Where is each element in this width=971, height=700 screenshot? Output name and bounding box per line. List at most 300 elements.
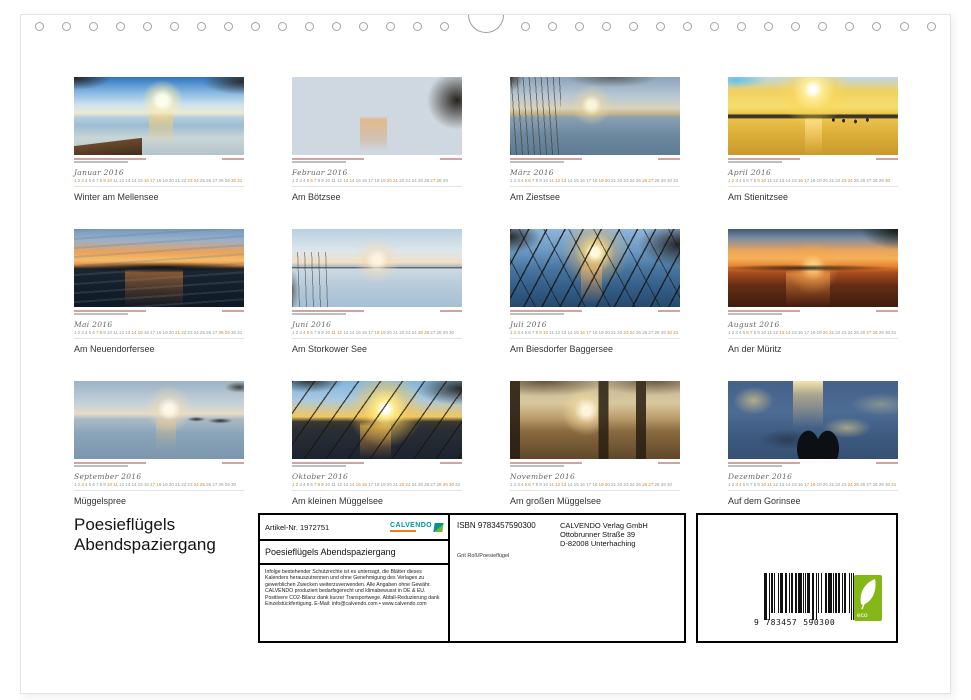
month-photo — [728, 381, 898, 459]
day-number: 21 — [610, 330, 617, 335]
day-number: 4 — [302, 178, 306, 183]
day-number: 29 — [224, 178, 230, 183]
day-number: 7 — [95, 482, 99, 487]
day-number: 6 — [746, 330, 749, 335]
binding-hole — [629, 22, 638, 31]
calendar-month-cell — [728, 77, 946, 229]
day-number: 10 — [324, 178, 331, 183]
eco-leaf-icon — [857, 578, 879, 612]
day-number: 2 — [295, 482, 299, 487]
mini-calendar-row — [510, 330, 680, 339]
day-number: 6 — [746, 482, 749, 487]
binding-hole — [845, 22, 854, 31]
day-number: 17 — [586, 330, 592, 335]
day-number: 23 — [623, 178, 629, 183]
day-number: 29 — [660, 178, 666, 183]
legal-text: Infolge bestehender Schutzrechte ist es untersagt, die Blätter dieses Kalenders herauszutrennen und ohne Genehmigung des Verlages zu gewerblichen Zwecken weiterzuverwenden. Alle Angaben ohne Gewähr. CALVENDO produziert bedarfsgerecht und klimabewusst in DE & EU. Positivere CO2-Bilanz dank kurzer Transportwege. Abfall-Reduzierung dank Einzelstückfertigung. E-Mail: info@calvendo.com • www.calvendo.com — [265, 569, 440, 608]
day-number: 8 — [753, 178, 757, 183]
day-number: 1 — [728, 178, 731, 183]
month-photo — [74, 229, 244, 307]
day-number: 5 — [742, 178, 746, 183]
day-number: 18 — [592, 482, 598, 487]
day-number: 22 — [835, 178, 841, 183]
day-number: 28 — [654, 178, 660, 183]
day-number: 6 — [528, 330, 531, 335]
day-number: 15 — [791, 330, 797, 335]
day-number: 3 — [517, 482, 520, 487]
photo-microtext — [74, 155, 244, 168]
day-number: 13 — [779, 330, 785, 335]
day-number: 24 — [847, 330, 853, 335]
day-number: 10 — [324, 482, 331, 487]
day-number: 15 — [573, 178, 579, 183]
day-number: 23 — [405, 178, 411, 183]
day-number: 4 — [738, 482, 742, 487]
photo-silhouette — [292, 77, 462, 155]
day-number: 3 — [517, 330, 520, 335]
barcode-digit-group: 783457 — [765, 618, 798, 627]
day-number: 26 — [642, 482, 648, 487]
day-number: 11 — [113, 482, 118, 487]
day-number: 8 — [317, 482, 321, 487]
day-number: 29 — [660, 482, 666, 487]
day-number: 25 — [635, 330, 641, 335]
day-number: 21 — [828, 330, 835, 335]
day-number: 24 — [193, 482, 199, 487]
day-number: 11 — [549, 178, 554, 183]
day-number: 3 — [81, 330, 84, 335]
day-number: 29 — [442, 178, 448, 183]
month-caption: Auf dem Gorinsee — [728, 496, 801, 506]
day-number: 19 — [380, 482, 386, 487]
day-number: 11 — [767, 178, 772, 183]
day-number: 9 — [539, 482, 542, 487]
day-number: 16 — [797, 178, 803, 183]
binding-hole — [548, 22, 557, 31]
day-number: 1 — [74, 482, 77, 487]
month-photo — [510, 381, 680, 459]
mini-calendar-row — [292, 482, 462, 491]
day-number: 22 — [399, 482, 405, 487]
day-number: 3 — [299, 178, 302, 183]
day-number: 20 — [822, 178, 828, 183]
day-number: 9 — [103, 178, 106, 183]
photo-silhouette — [74, 229, 244, 307]
day-number: 27 — [430, 178, 436, 183]
day-number: 8 — [317, 178, 321, 183]
calendar-title: Poesieflügels Abendspaziergang — [260, 541, 448, 565]
day-number: 3 — [299, 482, 302, 487]
binding-hole — [764, 22, 773, 31]
day-number: 25 — [853, 178, 859, 183]
day-number: 15 — [137, 482, 143, 487]
mini-calendar-row — [728, 330, 898, 339]
photo-microtext — [510, 307, 680, 320]
day-number: 30 — [230, 330, 237, 335]
month-label: Februar 2016 — [292, 168, 348, 177]
binding-hole — [332, 22, 341, 31]
day-number: 15 — [137, 178, 143, 183]
month-photo — [728, 77, 898, 155]
calendar-month-cell — [728, 381, 946, 533]
photo-microtext — [728, 155, 898, 168]
day-number: 7 — [313, 330, 317, 335]
month-caption: Müggelspree — [74, 496, 127, 506]
day-number: 1 — [728, 482, 731, 487]
day-number: 6 — [310, 482, 313, 487]
day-number: 15 — [573, 330, 579, 335]
day-number: 5 — [88, 178, 92, 183]
day-number: 16 — [361, 482, 367, 487]
binding-hole — [683, 22, 692, 31]
months-grid — [74, 77, 946, 533]
day-number: 16 — [143, 178, 149, 183]
day-number: 19 — [162, 178, 168, 183]
day-number: 15 — [137, 330, 143, 335]
day-number: 9 — [757, 178, 760, 183]
day-number: 11 — [767, 330, 772, 335]
day-number: 9 — [539, 178, 542, 183]
day-number: 16 — [797, 482, 803, 487]
day-number: 13 — [343, 330, 349, 335]
day-number: 29 — [442, 330, 448, 335]
day-number: 10 — [106, 482, 113, 487]
day-number: 30 — [448, 482, 455, 487]
mini-calendar-row — [292, 178, 462, 187]
day-number: 19 — [598, 330, 604, 335]
day-number: 25 — [199, 178, 205, 183]
binding-hole — [656, 22, 665, 31]
binding-hole — [710, 22, 719, 31]
day-number: 18 — [374, 482, 380, 487]
day-number: 27 — [648, 482, 654, 487]
binding-hole — [900, 22, 909, 31]
product-title — [74, 515, 216, 555]
day-number: 21 — [174, 330, 181, 335]
day-number: 19 — [816, 330, 822, 335]
day-number: 6 — [310, 330, 313, 335]
ean-barcode — [764, 573, 858, 617]
binding-hole — [35, 22, 44, 31]
month-caption: Am großen Müggelsee — [510, 496, 602, 506]
day-number: 28 — [218, 330, 224, 335]
day-number: 11 — [331, 178, 336, 183]
day-number: 7 — [313, 482, 317, 487]
author-credit: Grit Roß/Poesieflügel — [457, 553, 510, 559]
day-number: 23 — [187, 178, 193, 183]
day-number: 31 — [237, 330, 243, 335]
day-number: 11 — [331, 482, 336, 487]
day-number: 10 — [542, 178, 549, 183]
binding-hole — [872, 22, 881, 31]
day-number: 8 — [99, 178, 103, 183]
day-number: 18 — [156, 178, 162, 183]
day-number: 18 — [374, 178, 380, 183]
day-number: 24 — [847, 482, 853, 487]
day-number: 8 — [535, 330, 539, 335]
day-number: 8 — [535, 482, 539, 487]
day-number: 18 — [810, 482, 816, 487]
photo-silhouette — [728, 77, 898, 155]
day-number: 2 — [731, 330, 735, 335]
day-number: 3 — [735, 482, 738, 487]
day-number: 31 — [673, 178, 679, 183]
day-number: 5 — [524, 178, 528, 183]
month-caption: Am Ziestsee — [510, 192, 561, 202]
month-caption: Am Storkower See — [292, 344, 368, 354]
photo-microtext — [728, 307, 898, 320]
day-number: 7 — [749, 330, 753, 335]
day-number: 21 — [828, 482, 835, 487]
day-number: 4 — [302, 330, 306, 335]
day-number: 14 — [567, 178, 573, 183]
day-number: 6 — [92, 330, 95, 335]
month-caption: Am Stienitzsee — [728, 192, 789, 202]
day-number: 19 — [380, 178, 386, 183]
day-number: 20 — [386, 482, 392, 487]
day-number: 7 — [531, 178, 535, 183]
month-label: Mai 2016 — [74, 320, 113, 329]
day-number: 19 — [162, 482, 168, 487]
month-photo — [510, 77, 680, 155]
photo-silhouette — [74, 138, 142, 155]
day-number: 26 — [860, 178, 866, 183]
photo-silhouette — [510, 77, 680, 155]
binding-hole — [575, 22, 584, 31]
day-number: 10 — [542, 330, 549, 335]
day-number: 19 — [816, 482, 822, 487]
day-number: 12 — [773, 178, 779, 183]
binding-hole — [116, 22, 125, 31]
day-number: 25 — [853, 482, 859, 487]
isbn-text: ISBN 9783457590300 — [457, 521, 536, 530]
photo-silhouette — [74, 381, 244, 459]
day-number: 1 — [292, 482, 295, 487]
calendar-month-cell — [728, 229, 946, 381]
day-number: 24 — [411, 482, 417, 487]
calvendo-logo-text: CALVENDO — [390, 522, 432, 530]
day-number: 30 — [884, 330, 891, 335]
day-number: 19 — [598, 178, 604, 183]
photo-microtext — [510, 155, 680, 168]
binding-hole — [170, 22, 179, 31]
day-number: 7 — [313, 178, 317, 183]
calendar-month-cell — [292, 229, 510, 381]
day-number: 1 — [728, 330, 731, 335]
day-number: 26 — [642, 178, 648, 183]
day-number: 13 — [343, 178, 349, 183]
day-number: 9 — [321, 330, 324, 335]
barcode-digit-group: 9 — [754, 618, 760, 627]
day-number: 12 — [337, 178, 343, 183]
day-number: 22 — [181, 178, 187, 183]
binding-hole — [927, 22, 936, 31]
day-number: 16 — [143, 482, 149, 487]
day-number: 8 — [99, 482, 103, 487]
day-number: 18 — [810, 178, 816, 183]
day-number: 15 — [355, 482, 361, 487]
day-number: 10 — [760, 482, 767, 487]
day-number: 28 — [436, 482, 442, 487]
day-number: 14 — [131, 482, 137, 487]
barcode-box — [696, 513, 898, 643]
month-label: Juni 2016 — [292, 320, 332, 329]
day-number: 27 — [212, 178, 218, 183]
day-number: 20 — [604, 330, 610, 335]
day-number: 21 — [610, 482, 617, 487]
day-number: 1 — [292, 330, 295, 335]
day-number: 16 — [579, 482, 585, 487]
binding-hole — [305, 22, 314, 31]
day-number: 24 — [847, 178, 853, 183]
day-number: 26 — [642, 330, 648, 335]
day-number: 17 — [368, 482, 374, 487]
day-number: 8 — [99, 330, 103, 335]
day-number: 29 — [878, 330, 884, 335]
day-number: 14 — [349, 482, 355, 487]
day-number: 5 — [306, 330, 310, 335]
day-number: 17 — [586, 178, 592, 183]
mini-calendar-row — [74, 482, 244, 491]
day-number: 25 — [635, 482, 641, 487]
day-number: 4 — [84, 482, 88, 487]
day-number: 3 — [81, 178, 84, 183]
day-number: 29 — [224, 330, 230, 335]
day-number: 1 — [510, 330, 513, 335]
day-number: 6 — [310, 178, 313, 183]
day-number: 21 — [392, 482, 399, 487]
day-number: 14 — [349, 178, 355, 183]
product-info-box — [258, 513, 686, 643]
day-number: 20 — [168, 178, 174, 183]
month-photo — [510, 229, 680, 307]
day-number: 19 — [598, 482, 604, 487]
day-number: 2 — [731, 482, 735, 487]
day-number: 1 — [292, 178, 295, 183]
day-number: 13 — [561, 178, 567, 183]
day-number: 24 — [629, 482, 635, 487]
day-number: 29 — [878, 178, 884, 183]
month-label: August 2016 — [728, 320, 780, 329]
day-number: 5 — [88, 330, 92, 335]
day-number: 22 — [835, 482, 841, 487]
day-number: 31 — [455, 482, 461, 487]
day-number: 23 — [405, 482, 411, 487]
day-number: 5 — [742, 482, 746, 487]
day-number: 26 — [860, 330, 866, 335]
day-number: 10 — [760, 330, 767, 335]
day-number: 30 — [230, 178, 237, 183]
calendar-month-cell — [292, 381, 510, 533]
day-number: 14 — [567, 482, 573, 487]
day-number: 12 — [119, 330, 125, 335]
day-number: 22 — [181, 482, 187, 487]
calendar-month-cell — [510, 77, 728, 229]
day-number: 3 — [735, 178, 738, 183]
day-number: 21 — [610, 178, 617, 183]
binding-hole — [359, 22, 368, 31]
day-number: 9 — [757, 330, 760, 335]
day-number: 26 — [424, 330, 430, 335]
day-number: 3 — [735, 330, 738, 335]
day-number: 24 — [193, 178, 199, 183]
day-number: 21 — [174, 482, 181, 487]
month-label: September 2016 — [74, 472, 142, 481]
day-number: 17 — [804, 178, 810, 183]
day-number: 28 — [872, 330, 878, 335]
day-number: 12 — [119, 178, 125, 183]
day-number: 24 — [193, 330, 199, 335]
day-number: 25 — [417, 178, 423, 183]
day-number: 11 — [549, 482, 554, 487]
day-number: 18 — [374, 330, 380, 335]
day-number: 4 — [302, 482, 306, 487]
day-number: 6 — [528, 482, 531, 487]
day-number: 23 — [623, 330, 629, 335]
info-right-column — [450, 515, 684, 641]
day-number: 24 — [629, 330, 635, 335]
day-number: 23 — [841, 330, 847, 335]
day-number: 25 — [417, 482, 423, 487]
day-number: 20 — [386, 178, 392, 183]
day-number: 17 — [368, 330, 374, 335]
photo-microtext — [74, 307, 244, 320]
day-number: 29 — [660, 330, 666, 335]
day-number: 29 — [878, 482, 884, 487]
day-number: 30 — [884, 482, 891, 487]
day-number: 9 — [321, 178, 324, 183]
day-number: 14 — [785, 330, 791, 335]
photo-microtext — [292, 307, 462, 320]
day-number: 23 — [405, 330, 411, 335]
day-number: 9 — [757, 482, 760, 487]
mini-calendar-row — [510, 482, 680, 491]
day-number: 8 — [317, 330, 321, 335]
day-number: 27 — [648, 178, 654, 183]
day-number: 30 — [666, 330, 673, 335]
day-number: 15 — [355, 178, 361, 183]
day-number: 27 — [648, 330, 654, 335]
day-number: 5 — [306, 482, 310, 487]
day-number: 18 — [156, 482, 162, 487]
month-photo — [292, 229, 462, 307]
day-number: 22 — [617, 482, 623, 487]
day-number: 10 — [106, 178, 113, 183]
photo-microtext — [74, 459, 244, 472]
day-number: 6 — [92, 178, 95, 183]
day-number: 8 — [753, 330, 757, 335]
day-number: 13 — [561, 330, 567, 335]
eco-logo — [854, 575, 882, 621]
day-number: 18 — [156, 330, 162, 335]
day-number: 12 — [555, 178, 561, 183]
day-number: 30 — [884, 178, 891, 183]
day-number: 7 — [531, 330, 535, 335]
day-number: 14 — [131, 330, 137, 335]
day-number: 7 — [749, 482, 753, 487]
day-number: 20 — [168, 330, 174, 335]
day-number: 7 — [531, 482, 535, 487]
day-number: 11 — [767, 482, 772, 487]
photo-microtext — [292, 155, 462, 168]
day-number: 17 — [804, 482, 810, 487]
day-number: 11 — [113, 330, 118, 335]
day-number: 2 — [731, 178, 735, 183]
day-number: 26 — [860, 482, 866, 487]
photo-microtext — [728, 459, 898, 472]
day-number: 28 — [218, 178, 224, 183]
day-number: 6 — [528, 178, 531, 183]
